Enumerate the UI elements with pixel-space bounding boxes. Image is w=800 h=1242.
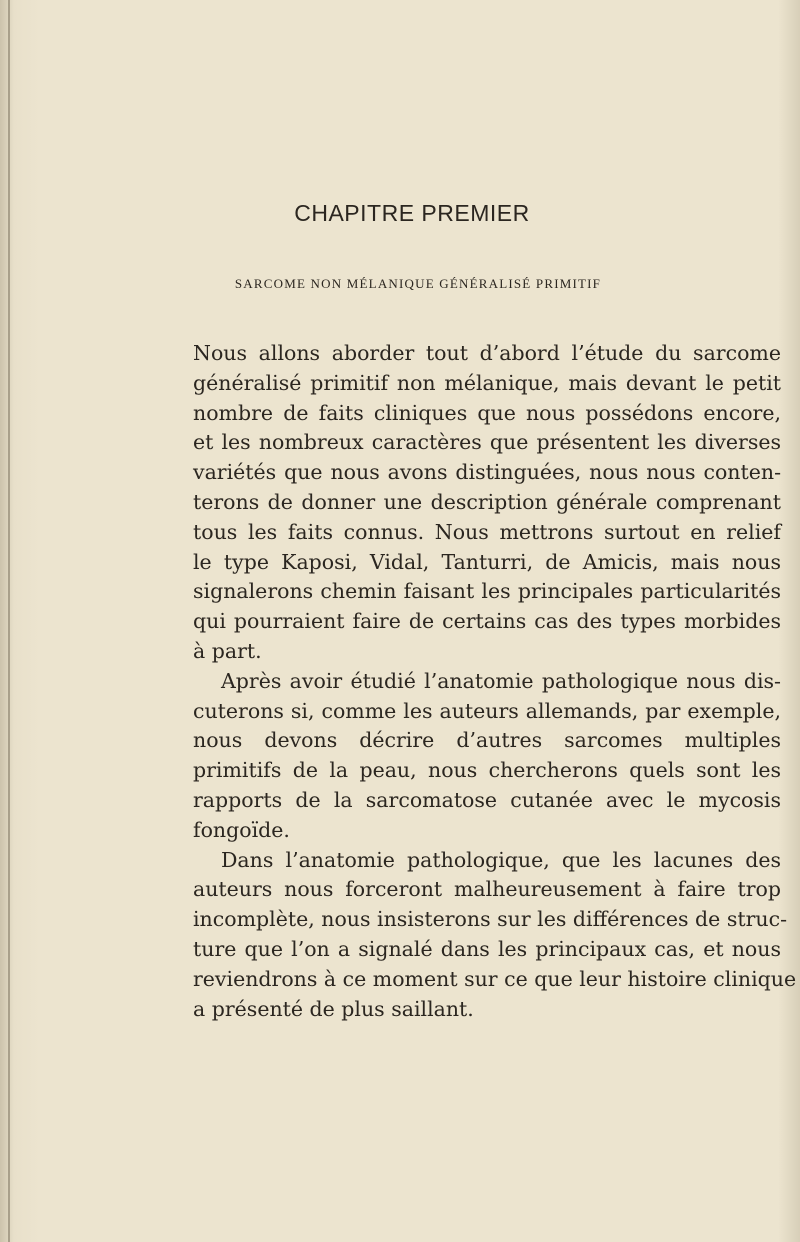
body-text [193,339,797,1024]
text-line: Nous allons aborder tout d’abord l’étude du sarcome [193,341,781,365]
text-line: Après avoir étudié l’anatomie pathologique nous dis- [221,668,781,693]
text-line: variétés que nous avons distinguées, nous nous conten- [193,460,781,485]
text-line: primitifs de la peau, nous chercherons quels sont les [193,758,781,783]
text-line: nous devons décrire d’autres sarcomes multiples [193,728,781,753]
text-line: terons de donner une description générale comprenant [193,489,781,514]
text-line: rapports de la sarcomatose cutanée avec le mycosis [193,787,781,812]
text-line: tous les faits connus. Nous mettrons surtout en relief [193,519,781,544]
text-line: à part. [193,638,262,663]
text-line: ture que l’on a signalé dans les principaux cas, et nous [193,936,781,961]
text-line: auteurs nous forceront malheureusement à faire trop [193,877,781,902]
text-line: fongoïde. [193,817,290,842]
text-line: reviendrons à ce moment sur ce que leur histoire clinique [193,966,797,991]
text-line: a présenté de plus saillant. [193,996,474,1021]
text-line: nombre de faits cliniques que nous possédons encore, [193,400,781,425]
chapter-title: CHAPITRE PREMIER [294,200,530,226]
text-line: cuterons si, comme les auteurs allemands, par exemple, [193,698,781,723]
text-line: signalerons chemin faisant les principales particularités [193,579,781,604]
text-line: et les nombreux caractères que présentent les diverses [193,430,781,455]
text-line: incomplète, nous insisterons sur les différences de struc- [193,907,787,932]
text-line: Dans l’anatomie pathologique, que les lacunes des [221,847,781,872]
text-line: généralisé primitif non mélanique, mais devant le petit [193,370,781,395]
page-gutter-edge [8,0,10,1242]
text-line: le type Kaposi, Vidal, Tanturri, de Amicis, mais nous [193,549,781,574]
text-line: qui pourraient faire de certains cas des types morbides [193,609,781,634]
chapter-subtitle: SARCOME NON MÉLANIQUE GÉNÉRALISÉ PRIMITIF [234,276,602,291]
